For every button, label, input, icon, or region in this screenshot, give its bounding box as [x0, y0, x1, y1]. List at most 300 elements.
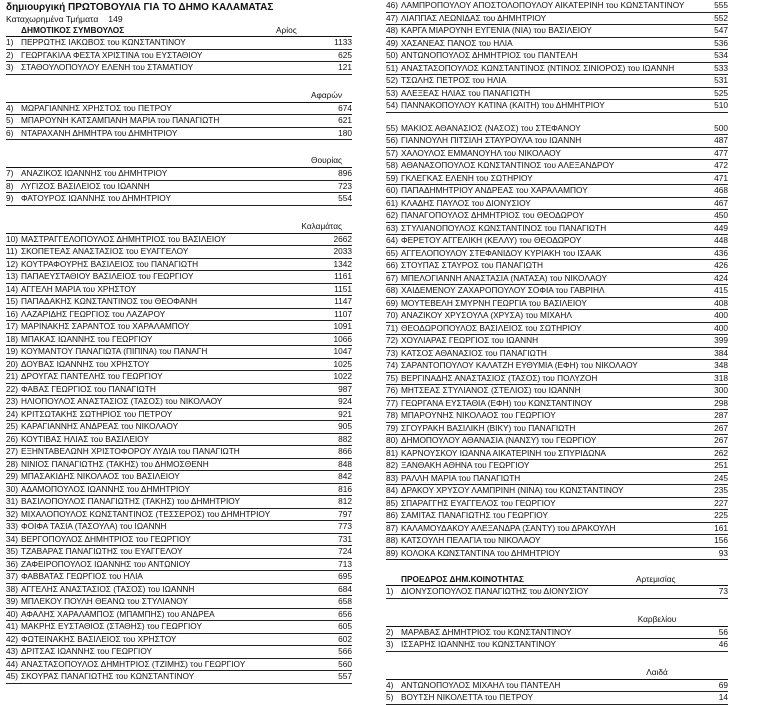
candidate-name: ΑΓΓΕΛΟΠΟΥΛΟΥ ΣΤΕΦΑΝΙΔΟΥ ΚΥΡΙΑΚΗ του ΙΣΑΑΚ	[401, 247, 602, 258]
vote-count: 399	[714, 335, 728, 345]
candidate-name: ΠΑΠΑΕΥΣΤΑΘΙΟΥ ΒΑΣΙΛΕΙΟΣ του ΓΕΩΡΓΙΟΥ	[21, 271, 194, 281]
candidate-name: ΓΕΩΡΓΑΚΙΛΑ ΦΕΣΤΑ ΧΡΙΣΤΙΝΑ του ΕΥΣΤΑΘΙΟΥ	[21, 49, 203, 60]
candidate-row	[386, 310, 728, 323]
candidate-number: 59)	[386, 172, 398, 183]
vote-count: 731	[338, 533, 352, 544]
section-title-council: ΔΗΜΟΤΙΚΟΣ ΣΥΜΒΟΥΛΟΣ	[21, 25, 125, 35]
vote-count: 14	[718, 692, 728, 702]
candidate-name: ΑΝΤΩΝΟΠΟΥΛΟΣ ΔΗΜΗΤΡΙΟΣ του ΠΑΝΤΕΛΗ	[401, 50, 578, 60]
candidate-number: 7)	[6, 168, 14, 178]
candidate-name: ΔΡΑΚΟΥ ΧΡΥΣΟΥ ΛΑΜΠΡΙΝΗ (ΝΙΝΑ) του ΚΩΝΣΤΑΝΤΙΝΟΥ	[401, 485, 624, 495]
candidate-name: ΦΕΡΕΤΟΥ ΑΓΓΕΛΙΚΗ (ΚΕΛΛΥ) του ΘΕΟΔΩΡΟΥ	[401, 235, 582, 245]
candidate-number: 5)	[6, 115, 14, 125]
vote-count: 674	[338, 102, 352, 113]
candidate-number: 88)	[386, 535, 398, 545]
candidate-row	[6, 471, 352, 484]
candidate-name: ΑΔΑΜΟΠΟΥΛΟΣ ΙΩΑΝΝΗΣ του ΔΗΜΗΤΡΙΟΥ	[21, 483, 190, 494]
vote-count: 2662	[333, 233, 352, 244]
candidate-name: ΛΑΖΑΡΙΔΗΣ ΓΕΩΡΓΙΟΣ του ΛΑΖΑΡΟΥ	[21, 308, 166, 319]
candidate-row	[386, 210, 728, 223]
vote-count: 73	[718, 586, 728, 596]
candidate-name: ΧΑΛΟΥΛΟΣ ΕΜΜΑΝΟΥΗΛ του ΝΙΚΟΛΑΟΥ	[401, 147, 561, 158]
candidate-number: 20)	[6, 358, 18, 369]
vote-count: 560	[338, 658, 352, 669]
candidate-number: 11)	[6, 246, 18, 256]
candidate-row	[386, 273, 728, 286]
candidate-name: ΑΝΑΖΙΚΟΥ ΧΡΥΣΟΥΛΑ (ΧΡΥΣΑ) του ΜΙΧΑΗΛ	[401, 310, 572, 320]
candidate-number: 6)	[6, 127, 14, 138]
candidate-name: ΕΞΗΝΤΑΒΕΛΩΝΗ ΧΡΙΣΤΟΦΟΡΟΥ ΛΥΔΙΑ του ΠΑΝΑΓΙΩΤΗ	[21, 446, 240, 456]
candidate-number: 31)	[6, 496, 18, 506]
candidate-name: ΒΕΡΓΟΠΟΥΛΟΣ ΔΗΜΗΤΡΙΟΣ του ΓΕΩΡΓΙΟΥ	[21, 533, 191, 544]
vote-count: 298	[714, 397, 728, 408]
vote-count: 1147	[334, 296, 352, 306]
group-thouria	[6, 168, 352, 206]
vote-count: 848	[338, 458, 352, 469]
candidate-number: 25)	[6, 421, 18, 431]
vote-count: 536	[714, 37, 728, 48]
candidate-name: ΦΑΤΟΥΡΟΣ ΙΩΑΝΝΗΣ του ΔΗΜΗΤΡΙΟΥ	[21, 193, 172, 203]
candidate-number: 45)	[6, 671, 18, 681]
candidate-row	[386, 639, 728, 652]
candidate-number: 51)	[386, 62, 398, 73]
candidate-number: 14)	[6, 283, 18, 294]
candidate-name: ΑΝΑΣΤΑΣΟΠΟΥΛΟΣ ΚΩΝΣΤΑΝΤΙΝΟΣ (ΝΤΙΝΟΣ ΣΙΝΙΟΡΟΣ) του ΙΩΑΝΝΗ	[401, 62, 675, 73]
candidate-name: ΦΑΒΒΑΤΑΣ ΓΕΩΡΓΙΟΣ του ΗΛΙΑ	[21, 571, 143, 581]
candidate-number: 54)	[386, 100, 398, 110]
place-thouria: Θουρίας	[6, 154, 352, 168]
vote-count: 625	[338, 49, 352, 60]
vote-count: 695	[338, 571, 352, 581]
vote-count: 2033	[333, 246, 352, 256]
candidate-row	[386, 260, 728, 273]
candidate-row	[386, 627, 728, 640]
candidate-name: ΗΛΙΟΠΟΥΛΟΣ ΑΝΑΣΤΑΣΙΟΣ (ΤΑΣΟΣ) του ΝΙΚΟΛΑΟΥ	[21, 396, 223, 406]
candidate-row	[6, 321, 352, 334]
candidate-row	[6, 234, 352, 247]
vote-count: 262	[714, 447, 728, 458]
candidate-row	[6, 659, 352, 672]
candidate-number: 35)	[6, 546, 18, 556]
vote-count: 415	[714, 285, 728, 295]
candidate-row	[6, 596, 352, 609]
right-column	[386, 0, 728, 705]
candidate-number: 33)	[6, 521, 18, 531]
candidate-number: 68)	[386, 285, 398, 295]
candidate-row	[386, 523, 728, 536]
candidate-row	[6, 334, 352, 347]
vote-count: 1091	[333, 321, 352, 331]
candidate-number: 9)	[6, 193, 14, 203]
vote-count: 812	[338, 496, 352, 506]
candidate-number: 77)	[386, 397, 398, 408]
candidate-name: ΣΤΟΥΠΑΣ ΣΤΑΥΡΟΣ του ΠΑΝΑΓΙΩΤΗ	[401, 260, 543, 270]
place-karveliou: Καρβελίου	[386, 613, 728, 627]
vote-count: 882	[338, 433, 352, 444]
candidate-row	[386, 50, 728, 63]
candidate-name: ΦΟΙΦΑ ΤΑΣΙΑ (ΤΑΣΟΥΛΑ) του ΙΩΑΝΝΗ	[21, 521, 167, 531]
candidate-row	[6, 271, 352, 284]
candidate-name: ΦΑΒΑΣ ΓΕΩΡΓΙΟΣ του ΠΑΝΑΓΙΩΤΗ	[21, 383, 156, 394]
candidate-row	[6, 128, 352, 141]
candidate-name: ΑΓΓΕΛΗΣ ΑΝΑΣΤΑΣΙΟΣ (ΤΑΣΟΣ) του ΙΩΑΝΝΗ	[21, 583, 195, 594]
candidate-row	[386, 586, 728, 599]
candidate-row	[386, 298, 728, 311]
candidate-number: 47)	[386, 12, 398, 23]
vote-count: 724	[338, 546, 352, 556]
candidate-row	[6, 346, 352, 359]
vote-count: 121	[338, 62, 352, 72]
candidate-name: ΑΝΑΖΙΚΟΣ ΙΩΑΝΝΗΣ του ΔΗΜΗΤΡΙΟΥ	[21, 168, 168, 178]
candidate-number: 75)	[386, 372, 398, 383]
candidate-row	[6, 309, 352, 322]
candidate-row	[6, 193, 352, 206]
candidate-name: ΛΙΑΠΠΑΣ ΛΕΩΝΙΔΑΣ του ΔΗΜΗΤΡΙΟΥ	[401, 12, 547, 23]
candidate-row	[386, 423, 728, 436]
candidate-number: 76)	[386, 385, 398, 395]
candidate-number: 55)	[386, 122, 398, 133]
vote-count: 1133	[334, 37, 352, 47]
group-kalamata-right-a	[386, 0, 728, 113]
candidate-number: 24)	[6, 408, 18, 419]
candidate-name: ΚΟΥΤΙΒΑΣ ΗΛΙΑΣ του ΒΑΣΙΛΕΙΟΥ	[21, 433, 149, 444]
candidate-number: 38)	[6, 583, 18, 594]
vote-count: 534	[714, 50, 728, 60]
group-kalamata-right-b	[386, 123, 728, 561]
candidate-row	[6, 50, 352, 63]
candidate-name: ΧΟΥΛΙΑΡΑΣ ΓΕΩΡΓΙΟΣ του ΙΩΑΝΝΗ	[401, 335, 539, 345]
candidate-row	[386, 692, 728, 705]
candidate-row	[386, 398, 728, 411]
vote-count: 510	[714, 100, 728, 110]
vote-count: 921	[338, 408, 352, 419]
candidate-number: 86)	[386, 510, 398, 520]
candidate-number: 36)	[6, 558, 18, 569]
candidate-row	[386, 410, 728, 423]
candidate-number: 71)	[386, 322, 398, 333]
candidate-name: ΝΤΑΡΑΧΑΝΗ ΔΗΜΗΤΡΑ του ΔΗΜΗΤΡΙΟΥ	[21, 127, 178, 138]
candidate-name: ΣΑΜΙΤΑΣ ΠΑΝΑΓΙΩΤΗΣ του ΓΕΩΡΓΙΟΥ	[401, 510, 548, 520]
vote-count: 552	[714, 12, 728, 23]
candidate-name: ΑΝΤΩΝΟΠΟΥΛΟΣ ΜΙΧΑΗΛ του ΠΑΝΤΕΛΗ	[401, 679, 561, 690]
vote-count: 1025	[333, 358, 352, 369]
vote-count: 225	[714, 510, 728, 520]
candidate-name: ΠΑΝΝΑΚΟΠΟΥΛΟΥ ΚΑΤΙΝΑ (ΚΑΙΤΗ) του ΔΗΜΗΤΡΙΟΥ	[401, 100, 605, 110]
vote-count: 156	[714, 535, 728, 545]
candidate-row	[386, 460, 728, 473]
vote-count: 656	[338, 608, 352, 619]
candidate-name: ΜΟΥΤΕΒΕΛΗ ΣΜΥΡΝΗ ΓΕΩΡΓΙΑ του ΒΑΣΙΛΕΙΟΥ	[401, 297, 587, 308]
candidate-name: ΔΡΙΤΣΑΣ ΙΩΑΝΝΗΣ του ΓΕΩΡΓΙΟΥ	[21, 646, 153, 656]
candidate-row	[6, 496, 352, 509]
candidate-number: 43)	[6, 646, 18, 656]
candidate-name: ΞΑΝΘΑΚΗ ΑΘΗΝΑ του ΓΕΩΡΓΙΟΥ	[401, 460, 530, 470]
candidate-name: ΓΚΛΕΓΚΑΣ ΕΛΕΝΗ του ΣΩΤΗΡΙΟΥ	[401, 172, 533, 183]
candidate-row	[386, 535, 728, 548]
candidate-name: ΔΡΟΥΓΑΣ ΠΑΝΤΕΛΗΣ του ΓΕΩΡΓΙΟΥ	[21, 371, 163, 381]
candidate-name: ΣΤΥΛΙΑΝΟΠΟΥΛΟΣ ΚΩΝΣΤΑΝΤΙΝΟΣ του ΠΑΝΑΓΙΩΤΗ	[401, 222, 607, 233]
candidate-row	[6, 584, 352, 597]
candidate-number: 1)	[386, 586, 394, 596]
candidate-name: ΡΑΛΛΗ ΜΑΡΙΑ του ΠΑΝΑΓΙΩΤΗ	[401, 472, 521, 483]
vote-count: 896	[338, 168, 352, 178]
candidate-number: 15)	[6, 296, 18, 306]
vote-count: 46	[718, 639, 728, 649]
candidate-row	[386, 13, 728, 26]
candidate-name: ΝΙΝΙΟΣ ΠΑΝΑΓΙΩΤΗΣ (ΤΑΚΗΣ) του ΔΗΜΟΣΘΕΝΗ	[21, 458, 209, 469]
vote-count: 245	[714, 472, 728, 483]
candidate-row	[386, 448, 728, 461]
candidate-number: 63)	[386, 222, 398, 233]
place-afarwn: Αφαρών	[6, 89, 352, 103]
registered-sections-count: 149	[108, 14, 123, 24]
candidate-row	[6, 246, 352, 259]
vote-count: 566	[338, 646, 352, 656]
candidate-number: 72)	[386, 335, 398, 345]
vote-count: 467	[714, 197, 728, 208]
registered-sections-label: Καταχωρημένα Τμήματα	[6, 14, 99, 24]
candidate-row	[6, 384, 352, 397]
candidate-row	[386, 348, 728, 361]
candidate-name: ΣΠΑΡΑΓΓΗΣ ΕΥΑΓΓΕΛΟΣ του ΓΕΩΡΓΙΟΥ	[401, 497, 556, 508]
candidate-number: 27)	[6, 446, 18, 456]
vote-count: 555	[714, 0, 728, 10]
candidate-name: ΠΑΝΑΓΟΠΟΥΛΟΣ ΔΗΜΗΤΡΙΟΣ του ΘΕΟΔΩΡΟΥ	[401, 210, 585, 220]
vote-count: 658	[338, 596, 352, 606]
candidate-name: ΖΑΦΕΙΡΟΠΟΥΛΟΣ ΙΩΑΝΝΗΣ του ΑΝΤΩΝΙΟΥ	[21, 558, 191, 569]
vote-count: 472	[714, 160, 728, 170]
candidate-row	[386, 148, 728, 161]
candidate-row	[6, 168, 352, 181]
vote-count: 300	[714, 385, 728, 395]
candidate-row	[386, 160, 728, 173]
section-title-president: ΠΡΟΕΔΡΟΣ ΔΗΜ.ΚΟΙΝΟΤΗΤΑΣ	[401, 574, 524, 584]
candidate-row	[6, 434, 352, 447]
vote-count: 525	[714, 87, 728, 98]
vote-count: 1107	[334, 308, 352, 319]
candidate-row	[386, 548, 728, 561]
candidate-row	[386, 335, 728, 348]
candidate-number: 49)	[386, 37, 398, 48]
candidate-name: ΚΑΛΑΜΟΥΔΑΚΟΥ ΑΛΕΞΑΝΔΡΑ (ΣΑΝΤΥ) του ΔΡΑΚΟΥΛΗ	[401, 522, 616, 533]
candidate-number: 81)	[386, 447, 398, 458]
section-header-council	[6, 25, 352, 37]
candidate-name: ΤΣΩΛΗΣ ΠΕΤΡΟΣ του ΗΛΙΑ	[401, 75, 507, 85]
candidate-row	[386, 680, 728, 693]
vote-count: 773	[338, 521, 352, 531]
vote-count: 471	[714, 172, 728, 183]
candidate-row	[386, 0, 728, 13]
candidate-name: ΣΚΟΠΕΤΕΑΣ ΑΝΑΣΤΑΣΙΟΣ του ΕΥΑΓΓΕΛΟΥ	[21, 246, 189, 256]
candidate-number: 28)	[6, 458, 18, 469]
candidate-row	[386, 173, 728, 186]
candidate-number: 3)	[386, 639, 394, 649]
candidate-number: 85)	[386, 497, 398, 508]
vote-count: 684	[338, 583, 352, 594]
candidate-name: ΜΑΚΙΟΣ ΑΘΑΝΑΣΙΟΣ (ΝΑΣΟΣ) του ΣΤΕΦΑΝΟΥ	[401, 122, 581, 133]
candidate-row	[386, 385, 728, 398]
candidate-name: ΒΕΡΓΙΝΑΔΗΣ ΑΝΑΣΤΑΣΙΟΣ (ΤΑΣΟΣ) του ΠΟΛΥΖΟΗ	[401, 372, 598, 383]
candidate-number: 80)	[386, 435, 398, 445]
vote-count: 251	[714, 460, 728, 470]
candidate-number: 64)	[386, 235, 398, 245]
candidate-name: ΒΟΥΤΣΗ ΝΙΚΟΛΕΤΤΑ του ΠΕΤΡΟΥ	[401, 692, 534, 702]
candidate-row	[386, 100, 728, 113]
candidate-name: ΚΛΑΔΗΣ ΠΑΥΛΟΣ του ΔΙΟΝΥΣΙΟΥ	[401, 197, 531, 208]
candidate-row	[6, 646, 352, 659]
candidate-row	[6, 421, 352, 434]
candidate-row	[6, 181, 352, 194]
candidate-row	[386, 435, 728, 448]
candidate-name: ΚΑΡΝΟΥΣΚΟΥ ΙΩΑΝΝΑ ΑΙΚΑΤΕΡΙΝΗ του ΣΠΥΡΙΔΩΝΑ	[401, 447, 606, 458]
vote-count: 400	[714, 322, 728, 333]
candidate-name: ΛΥΓΙΖΟΣ ΒΑΣΙΛΕΙΟΣ του ΙΩΑΝΝΗ	[21, 180, 150, 191]
vote-count: 557	[338, 671, 352, 681]
candidate-name: ΜΑΡΑΒΑΣ ΔΗΜΗΤΡΙΟΣ του ΚΩΝΣΤΑΝΤΙΝΟΥ	[401, 626, 572, 637]
group-laida	[386, 680, 728, 705]
vote-count: 924	[338, 396, 352, 406]
vote-count: 500	[714, 122, 728, 133]
vote-count: 384	[714, 347, 728, 358]
candidate-number: 12)	[6, 258, 18, 269]
candidate-name: ΜΠΑΡΟΥΝΗ ΚΑΤΣΑΜΠΑΝΗ ΜΑΡΙΑ του ΠΑΝΑΓΙΩΤΗ	[21, 115, 220, 125]
candidate-name: ΠΕΡΡΩΤΗΣ ΙΑΚΩΒΟΣ του ΚΩΝΣΤΑΝΤΙΝΟΥ	[21, 37, 186, 47]
candidate-row	[6, 62, 352, 75]
vote-count: 400	[714, 310, 728, 320]
candidate-name: ΚΟΥΜΑΝΤΟΥ ΠΑΝΑΓΙΩΤΑ (ΠΙΠΙΝΑ) του ΠΑΝΑΓΗ	[21, 346, 208, 356]
candidate-number: 23)	[6, 396, 18, 406]
candidate-number: 44)	[6, 658, 18, 669]
candidate-name: ΙΣΣΑΡΗΣ ΙΩΑΝΝΗΣ του ΚΩΝΣΤΑΝΤΙΝΟΥ	[401, 639, 557, 649]
candidate-name: ΠΑΠΑΔΗΜΗΤΡΙΟΥ ΑΝΔΡΕΑΣ του ΧΑΡΑΛΑΜΠΟΥ	[401, 185, 588, 195]
place-laida: Λαιδά	[386, 666, 728, 680]
candidate-name: ΔΗΜΟΠΟΥΛΟΥ ΑΘΑΝΑΣΙΑ (ΝΑΝΣΥ) του ΓΕΩΡΓΙΟΥ	[401, 435, 597, 445]
candidate-name: ΜΠΛΕΚΟΥ ΠΟΥΛΗ ΘΕΑΝΩ του ΣΤΥΛΙΑΝΟΥ	[21, 596, 188, 606]
candidate-name: ΚΑΤΣΟΥΛΗ ΠΕΛΑΓΙΑ του ΝΙΚΟΛΑΟΥ	[401, 535, 541, 545]
candidate-number: 82)	[386, 460, 398, 470]
candidate-row	[6, 671, 352, 684]
candidate-name: ΜΑΣΤΡΑΓΓΕΛΟΠΟΥΛΟΣ ΔΗΜΗΤΡΙΟΣ του ΒΑΣΙΛΕΙΟΥ	[21, 233, 226, 244]
vote-count: 449	[714, 222, 728, 233]
candidate-name: ΦΩΤΕΙΝΑΚΗΣ ΒΑΣΙΛΕΙΟΣ του ΧΡΗΣΤΟΥ	[21, 633, 177, 644]
vote-count: 547	[714, 25, 728, 35]
group-karveliou	[386, 627, 728, 652]
candidate-number: 70)	[386, 310, 398, 320]
candidate-number: 73)	[386, 347, 398, 358]
candidate-name: ΧΑΙΔΕΜΕΝΟΥ ΖΑΧΑΡΟΠΟΥΛΟΥ ΣΟΦΙΑ του ΓΑΒΡΙΗΛ	[401, 285, 605, 295]
vote-count: 450	[714, 210, 728, 220]
vote-count: 468	[714, 185, 728, 195]
candidate-number: 1)	[6, 37, 14, 47]
candidate-name: ΜΑΡΙΝΑΚΗΣ ΣΑΡΑΝΤΟΣ του ΧΑΡΑΛΑΜΠΟΥ	[21, 321, 190, 331]
left-column	[6, 0, 352, 684]
vote-count: 723	[338, 180, 352, 191]
candidate-number: 8)	[6, 180, 14, 191]
candidate-name: ΣΚΟΥΡΑΣ ΠΑΝΑΓΙΩΤΗΣ του ΚΩΝΣΤΑΝΤΙΝΟΥ	[21, 671, 195, 681]
candidate-row	[386, 235, 728, 248]
candidate-number: 83)	[386, 472, 398, 483]
vote-count: 448	[714, 235, 728, 245]
candidate-row	[6, 484, 352, 497]
group-arios	[6, 37, 352, 75]
candidate-number: 5)	[386, 692, 394, 702]
candidate-name: ΑΛΕΞΕΑΣ ΗΛΙΑΣ του ΠΑΝΑΓΙΩΤΗ	[401, 87, 531, 98]
candidate-name: ΑΓΓΕΛΗ ΜΑΡΙΑ του ΧΡΗΣΤΟΥ	[21, 283, 137, 294]
vote-count: 287	[714, 410, 728, 420]
candidate-name: ΑΘΑΝΑΣΟΠΟΥΛΟΣ ΚΩΝΣΤΑΝΤΙΝΟΣ του ΑΛΕΞΑΝΔΡΟΥ	[401, 160, 615, 170]
vote-count: 424	[714, 272, 728, 283]
candidate-name: ΒΑΣΙΛΟΠΟΥΛΟΣ ΠΑΝΑΓΙΩΤΗΣ (ΤΑΚΗΣ) του ΔΗΜΗΤΡΙΟΥ	[21, 496, 240, 506]
candidate-number: 3)	[6, 62, 14, 72]
candidate-number: 22)	[6, 383, 18, 394]
candidate-row	[6, 37, 352, 50]
vote-count: 487	[714, 135, 728, 145]
vote-count: 621	[338, 115, 352, 125]
candidate-number: 17)	[6, 321, 18, 331]
candidate-name: ΛΑΜΠΡΟΠΟΥΛΟΥ ΑΠΟΣΤΟΛΟΠΟΥΛΟΥ ΑΙΚΑΤΕΡΙΝΗ του ΚΩΝΣΤΑΝΤΙΝΟΥ	[401, 0, 685, 10]
group-kalamata-left	[6, 234, 352, 684]
candidate-number: 53)	[386, 87, 398, 98]
candidate-row	[6, 446, 352, 459]
candidate-number: 57)	[386, 147, 398, 158]
candidate-row	[386, 63, 728, 76]
section-header-president	[386, 574, 728, 586]
candidate-name: ΚΑΡΓΑ ΜΙΑΡΟΥΝΗ ΕΥΓΕΝΙΑ (ΝΙΑ) του ΒΑΣΙΛΕΙΟΥ	[401, 25, 592, 35]
candidate-row	[386, 185, 728, 198]
candidate-number: 4)	[6, 102, 14, 113]
candidate-name: ΚΑΡΑΓΙΑΝΝΗΣ ΑΝΔΡΕΑΣ του ΝΙΚΟΛΑΟΥ	[21, 421, 179, 431]
candidate-number: 26)	[6, 433, 18, 444]
candidate-number: 79)	[386, 422, 398, 433]
candidate-row	[6, 396, 352, 409]
candidate-name: ΣΑΡΑΝΤΟΠΟΥΛΟΥ ΚΑΛΑΤΖΗ ΕΥΘΥΜΙΑ (ΕΦΗ) του ΝΙΚΟΛΑΟΥ	[401, 360, 638, 370]
candidate-row	[386, 223, 728, 236]
candidate-number: 30)	[6, 483, 18, 494]
candidate-row	[6, 621, 352, 634]
candidate-number: 37)	[6, 571, 18, 581]
place-arios: Αρίος	[276, 25, 297, 35]
vote-count: 713	[338, 558, 352, 569]
candidate-number: 18)	[6, 333, 18, 344]
vote-count: 56	[718, 626, 728, 637]
candidate-name: ΜΠΑΡΟΥΝΗΣ ΝΙΚΟΛΑΟΣ του ΓΕΩΡΓΙΟΥ	[401, 410, 556, 420]
candidate-number: 67)	[386, 272, 398, 283]
candidate-number: 89)	[386, 547, 398, 558]
vote-count: 1342	[333, 258, 352, 269]
candidate-name: ΤΖΑΒΑΡΑΣ ΠΑΝΑΓΙΩΤΗΣ του ΕΥΑΓΓΕΛΟΥ	[21, 546, 183, 556]
candidate-name: ΑΝΑΣΤΑΣΟΠΟΥΛΟΣ ΔΗΜΗΤΡΙΟΣ (ΤΖΙΜΗΣ) του ΓΕΩΡΓΙΟΥ	[21, 658, 246, 669]
candidate-number: 78)	[386, 410, 398, 420]
candidate-number: 52)	[386, 75, 398, 85]
candidate-name: ΔΟΥΒΑΣ ΙΩΑΝΝΗΣ του ΧΡΗΣΤΟΥ	[21, 358, 150, 369]
group-artemisias	[386, 586, 728, 599]
candidate-name: ΣΓΟΥΡΑΚΗ ΒΑΣΙΛΙΚΗ (ΒΙΚΥ) του ΠΑΝΑΓΙΩΤΗ	[401, 422, 576, 433]
vote-count: 987	[338, 383, 352, 394]
candidate-number: 2)	[6, 49, 14, 60]
candidate-name: ΧΑΣΑΝΕΑΣ ΠΑΝΟΣ του ΗΛΙΑ	[401, 37, 513, 48]
vote-count: 267	[714, 435, 728, 445]
vote-count: 533	[714, 62, 728, 73]
candidate-row	[386, 123, 728, 136]
candidate-number: 40)	[6, 608, 18, 619]
candidate-name: ΓΙΑΝΝΟΥΛΗ ΠΙΤΣΙΛΗ ΣΤΑΥΡΟΥΛΑ του ΙΩΑΝΝΗ	[401, 135, 582, 145]
candidate-row	[386, 248, 728, 261]
candidate-number: 19)	[6, 346, 18, 356]
candidate-row	[6, 115, 352, 128]
candidate-row	[386, 135, 728, 148]
candidate-row	[6, 571, 352, 584]
candidate-number: 87)	[386, 522, 398, 533]
